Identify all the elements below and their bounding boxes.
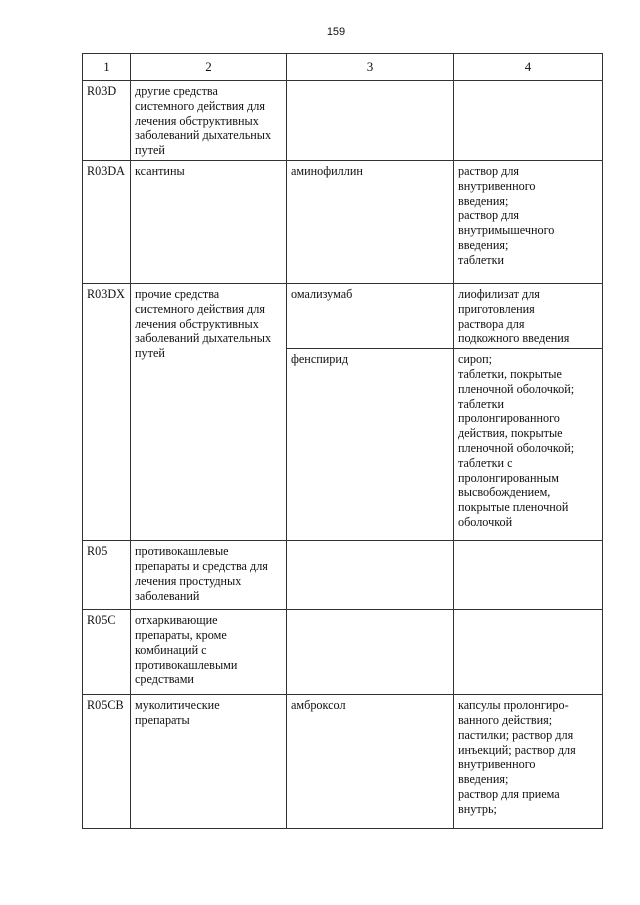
table-row [83, 541, 603, 610]
dosage-form [454, 610, 603, 695]
group-name: другие средства системного действия для лечения обструктивных заболеваний дыхательных путей [131, 81, 287, 161]
table-row [83, 161, 603, 284]
table-row [83, 284, 603, 349]
atc-code: R05C [83, 610, 131, 695]
dosage-form [454, 541, 603, 610]
dosage-form: раствор для внутривенного введения; раствор для внутримышечного введения; таблетки [454, 161, 603, 284]
header-cell: 3 [287, 54, 454, 81]
table-header-row [83, 54, 603, 81]
header-cell: 2 [131, 54, 287, 81]
drug-name: омализумаб [287, 284, 454, 349]
drug-name [287, 541, 454, 610]
group-name: прочие средства системного действия для лечения обструктивных заболеваний дыхательных путей [131, 284, 287, 541]
atc-code: R03D [83, 81, 131, 161]
header-cell: 1 [83, 54, 131, 81]
header-cell: 4 [454, 54, 603, 81]
drug-name [287, 610, 454, 695]
dosage-form [454, 81, 603, 161]
atc-code: R05CB [83, 695, 131, 829]
group-name: ксантины [131, 161, 287, 284]
dosage-form: капсулы пролонгиро- ванного действия; пастилки; раствор для инъекций; раствор для внутривенного введения; раствор для приема внутрь; [454, 695, 603, 829]
dosage-form: сироп; таблетки, покрытые пленочной оболочкой; таблетки пролонгированного действия, покрытые пленочной оболочкой; таблетки с пролонгированным высвобождением, покрытые пленочной оболочкой [454, 349, 603, 541]
drug-table [82, 53, 603, 829]
atc-code: R03DX [83, 284, 131, 541]
atc-code: R05 [83, 541, 131, 610]
page-number: 159 [326, 26, 346, 38]
group-name: противокашлевые препараты и средства для лечения простудных заболеваний [131, 541, 287, 610]
group-name: отхаркивающие препараты, кроме комбинаций с противокашлевыми средствами [131, 610, 287, 695]
drug-name: амброксол [287, 695, 454, 829]
dosage-form: лиофилизат для приготовления раствора для подкожного введения [454, 284, 603, 349]
drug-name [287, 81, 454, 161]
drug-name: аминофиллин [287, 161, 454, 284]
table-row [83, 695, 603, 829]
table-row [83, 610, 603, 695]
drug-name: фенспирид [287, 349, 454, 541]
group-name: муколитические препараты [131, 695, 287, 829]
table-row [83, 81, 603, 161]
atc-code: R03DA [83, 161, 131, 284]
